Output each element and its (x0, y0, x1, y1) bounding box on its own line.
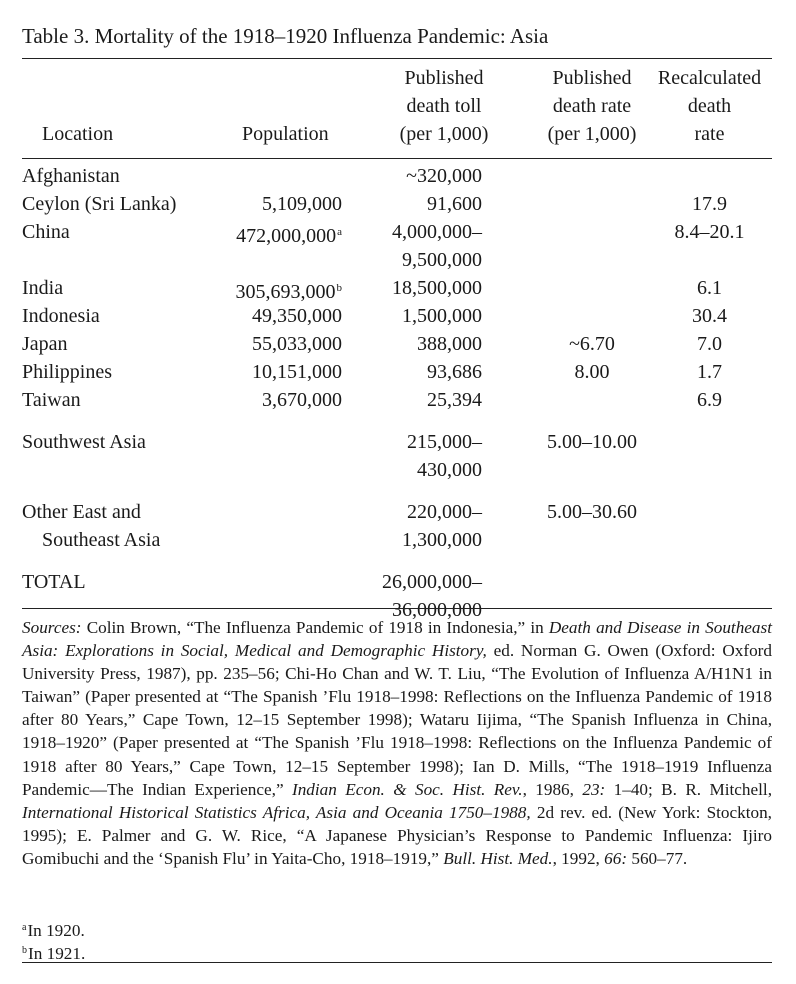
cell-death-toll: 93,686 (427, 361, 482, 383)
cell-death-toll: 25,394 (427, 389, 482, 411)
cell-population: 305,693,000$^b$ (235, 281, 342, 303)
cell-recalculated-rate: 6.1 (697, 277, 722, 299)
table-row (22, 456, 772, 484)
cell-death-toll: 4,000,000– (392, 221, 482, 243)
header-death-toll (387, 64, 501, 148)
header-line: (per 1,000) (399, 123, 489, 145)
cell-death-rate: ~6.70 (569, 333, 615, 355)
cell-death-rate: 5.00–30.60 (547, 501, 637, 523)
cell-death-rate: 8.00 (574, 361, 610, 383)
cell-location: Southwest Asia (22, 431, 146, 453)
header-line: (per 1,000) (547, 123, 637, 145)
header-line: Published (552, 67, 632, 89)
source-text: 1–40; B. R. Mitchell, (605, 779, 773, 799)
cell-location: Indonesia (22, 305, 100, 327)
source-text: , 1992, (552, 848, 605, 868)
source-text: 2d rev. ed. (New York: Stockton, 1995); E. Palmer and G. W. Rice, “A Japanese Physician’s Response to Pandemic Influenza: Ijiro Gomibuchi and the ‘Spanish Flu’ in Yaita-Cho, 1918–1919,” (22, 802, 772, 868)
table-caption: Table 3. Mortality of the 1918–1920 Influenza Pandemic: Asia (22, 24, 549, 48)
sources-note (22, 616, 772, 870)
cell-recalculated-rate: 8.4–20.1 (674, 221, 745, 243)
footnote-mark: b (22, 945, 27, 956)
cell-death-toll: 220,000– (407, 501, 482, 523)
cell-location: China (22, 221, 70, 243)
header-rule (22, 158, 772, 159)
cell-death-toll: 36,000,000 (392, 599, 482, 621)
table-row (22, 246, 772, 274)
cell-recalculated-rate: 7.0 (697, 333, 722, 355)
source-italic-text: 23: (582, 779, 606, 799)
cell-location: India (22, 277, 64, 299)
header-population: Population (242, 123, 329, 145)
cell-death-toll: 1,500,000 (402, 305, 482, 327)
table-row (22, 302, 772, 330)
cell-population: 49,350,000 (252, 305, 342, 327)
table-row (22, 358, 772, 386)
table-body (22, 162, 772, 624)
cell-recalculated-rate: 17.9 (692, 193, 727, 215)
footnote-mark: a (22, 922, 27, 933)
header-location: Location (42, 123, 114, 145)
source-italic-text: Indian Econ. & Soc. Hist. Rev. (291, 779, 523, 799)
source-text: 560–77. (627, 848, 688, 868)
cell-location: Ceylon (Sri Lanka) (22, 193, 177, 215)
table-row (22, 498, 772, 526)
cell-death-toll: 388,000 (417, 333, 482, 355)
table-row (22, 218, 772, 246)
table-row (22, 330, 772, 358)
source-italic-text: Death and Disease in Southeast Asia: Explorations in Social, Medical and Demographic History, (22, 618, 772, 661)
cell-location: Southeast Asia (42, 529, 161, 551)
header-line: rate (694, 123, 725, 145)
cell-location: Taiwan (22, 389, 81, 411)
cell-location: Philippines (22, 361, 113, 383)
cell-population: 5,109,000 (262, 193, 342, 215)
footnote-text: In 1921. (28, 944, 86, 963)
cell-location: Other East and (22, 501, 141, 523)
footnote-marker: b (336, 282, 342, 294)
table-row (22, 190, 772, 218)
source-text: Colin Brown, “The Influenza Pandemic of 1918 in Indonesia,” in (81, 618, 549, 637)
cell-recalculated-rate: 30.4 (692, 305, 727, 327)
cell-location: Afghanistan (22, 165, 120, 187)
cell-death-toll: 26,000,000– (382, 571, 482, 593)
source-italic-text: Sources: (22, 618, 82, 637)
bottom-rule (22, 962, 772, 963)
cell-death-toll: 9,500,000 (402, 249, 482, 271)
table-row (22, 428, 772, 456)
cell-population: 55,033,000 (252, 333, 342, 355)
cell-death-rate: 5.00–10.00 (547, 431, 637, 453)
top-rule (22, 58, 772, 59)
header-line: death rate (552, 95, 632, 117)
table-row (22, 386, 772, 414)
cell-population: 10,151,000 (252, 361, 342, 383)
cell-recalculated-rate: 1.7 (697, 361, 722, 383)
table-bottom-rule (22, 608, 772, 609)
header-line: death (687, 95, 732, 117)
footnote-text: In 1920. (27, 921, 85, 940)
cell-death-toll: 91,600 (427, 193, 482, 215)
cell-location: Japan (22, 333, 68, 355)
cell-population: 472,000,000$^a$ (236, 225, 342, 247)
cell-death-toll: 430,000 (417, 459, 482, 481)
source-italic-text: Bull. Hist. Med. (443, 848, 553, 868)
cell-location: TOTAL (22, 571, 86, 593)
table-row (22, 162, 772, 190)
cell-death-toll: 1,300,000 (402, 529, 482, 551)
cell-recalculated-rate: 6.9 (697, 389, 722, 411)
source-text: ed. Norman G. Owen (Oxford: Oxford University Press, 1987), pp. 235–56; Chi-Ho Chan and W. T. Liu, “The Evolution of Influenza A/H1N1 in Taiwan” (Paper presented at “The Spanish ’Flu 1918–1998: Reflections on the Influenza Pandemic of 1918 after 80 Years,” Cape Town, 12–15 September 1998); Wataru Iijima, “The Spanish Influenza in China, 1918–1920” (Paper presented at “The Spanish ’Flu 1918–1998: Reflections on the Influenza Pandemic of 1918 after 80 Years,” Cape Town, 12–15 September 1998); Ian D. Mills, “The 1918–1919 Influenza Pandemic—The Indian Experience,” (22, 641, 772, 799)
header-line: death toll (406, 95, 482, 117)
header-line: Published (404, 67, 484, 89)
cell-death-toll: ~320,000 (406, 165, 482, 187)
source-text: , 1986, (522, 779, 583, 799)
cell-population: 3,670,000 (262, 389, 342, 411)
table-row (22, 274, 772, 302)
header-recalculated-rate (647, 64, 772, 148)
table-row (22, 568, 772, 596)
header-line: Recalculated (657, 67, 762, 89)
source-italic-text: International Historical Statistics Africa, Asia and Oceania 1750–1988, (22, 802, 531, 822)
source-italic-text: 66: (604, 848, 628, 868)
cell-death-toll: 215,000– (407, 431, 482, 453)
footnote-marker: a (337, 226, 342, 238)
header-death-rate (530, 64, 654, 148)
cell-death-toll: 18,500,000 (392, 277, 482, 299)
table-row (22, 526, 772, 554)
